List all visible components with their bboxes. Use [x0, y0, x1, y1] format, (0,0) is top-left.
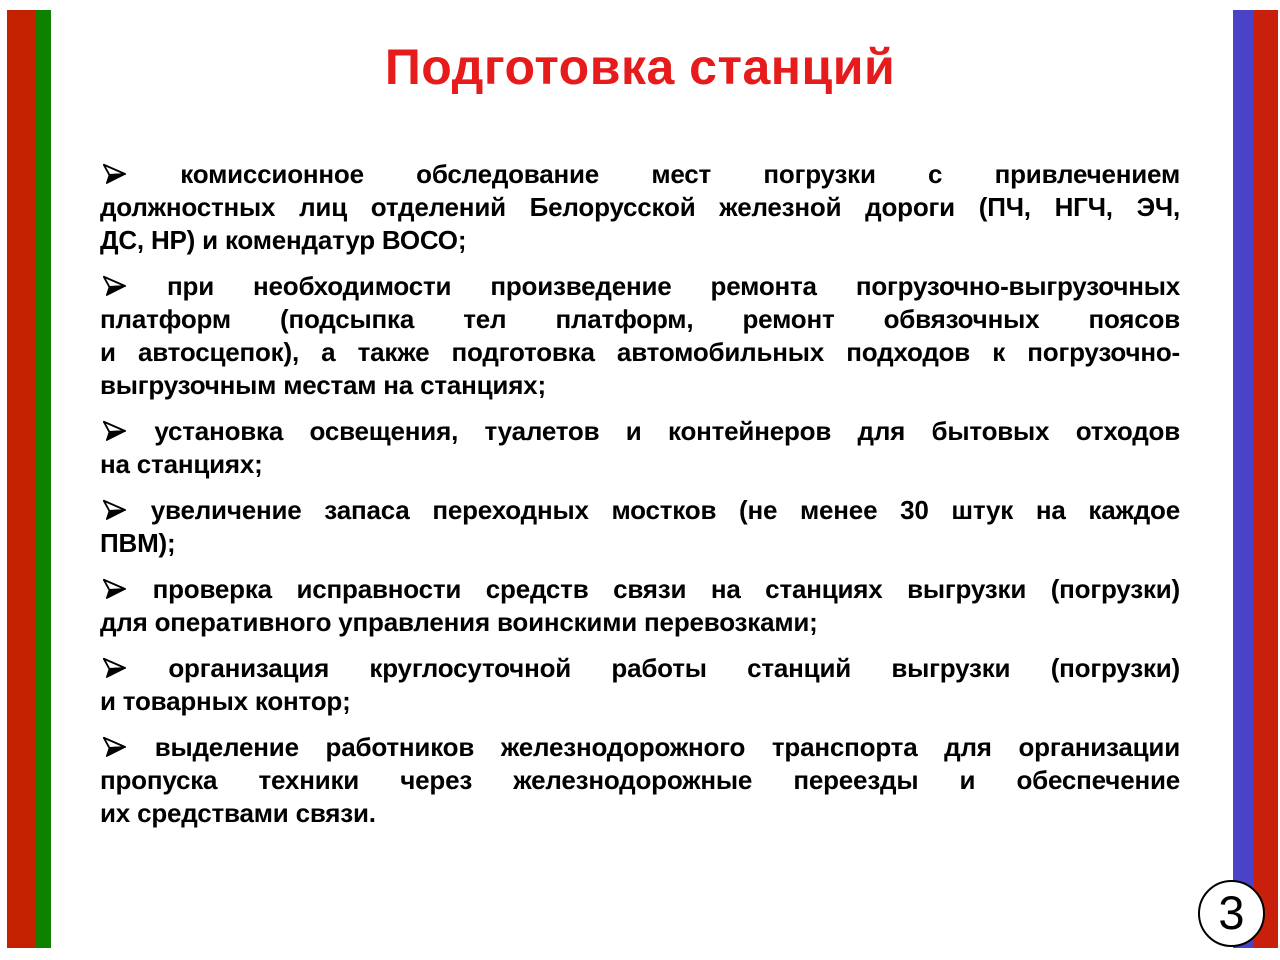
bullet-item	[100, 731, 1180, 830]
page-number-badge	[1198, 880, 1265, 947]
bullet-line: установка освещения, туалетов и контейнеров для бытовых отходов	[100, 415, 1180, 448]
bullet-line: и автосцепок), а также подготовка автомобильных подходов к погрузочно-	[100, 337, 1180, 367]
bullet-line: их средствами связи.	[100, 798, 376, 828]
page-title: Подготовка станций	[384, 39, 896, 95]
bullet-list	[100, 158, 1180, 843]
left-red-stripe	[7, 10, 35, 948]
bullet-line: пропуска техники через железнодорожные переезды и обеспечение	[100, 765, 1180, 795]
page-number: 3	[1218, 886, 1245, 939]
bullet-line: платформ (подсыпка тел платформ, ремонт обвязочных поясов	[100, 304, 1180, 334]
arrow-bullet-icon	[100, 735, 128, 759]
bullet-line: для оперативного управления воинскими перевозками;	[100, 607, 818, 637]
bullet-line: на станциях;	[100, 449, 263, 479]
right-blue-stripe	[1233, 10, 1254, 948]
arrow-bullet-icon	[100, 656, 128, 680]
bullet-line: и товарных контор;	[100, 686, 351, 716]
bullet-item	[100, 652, 1180, 718]
bullet-line: должностных лиц отделений Белорусской железной дороги (ПЧ, НГЧ, ЭЧ,	[100, 192, 1180, 222]
arrow-bullet-icon	[100, 162, 128, 186]
bullet-line: проверка исправности средств связи на станциях выгрузки (погрузки)	[100, 573, 1180, 606]
bullet-line: увеличение запаса переходных мостков (не менее 30 штук на каждое	[100, 494, 1180, 527]
bullet-line: выгрузочным местам на станциях;	[100, 370, 546, 400]
right-red-stripe	[1254, 10, 1278, 948]
arrow-bullet-icon	[100, 274, 128, 298]
bullet-item	[100, 415, 1180, 481]
left-green-stripe	[35, 10, 51, 948]
bullet-item	[100, 270, 1180, 402]
arrow-bullet-icon	[100, 419, 128, 443]
bullet-line: организация круглосуточной работы станций выгрузки (погрузки)	[100, 652, 1180, 685]
bullet-line: выделение работников железнодорожного транспорта для организации	[100, 731, 1180, 764]
bullet-item	[100, 494, 1180, 560]
arrow-bullet-icon	[100, 498, 128, 522]
bullet-item	[100, 573, 1180, 639]
bullet-line: при необходимости произведение ремонта погрузочно-выгрузочных	[100, 270, 1180, 303]
bullet-line: ДС, НР) и комендатур ВОСО;	[100, 225, 467, 255]
bullet-line: ПВМ);	[100, 528, 176, 558]
bullet-line: комиссионное обследование мест погрузки с привлечением	[100, 158, 1180, 191]
arrow-bullet-icon	[100, 577, 128, 601]
bullet-item	[100, 158, 1180, 257]
